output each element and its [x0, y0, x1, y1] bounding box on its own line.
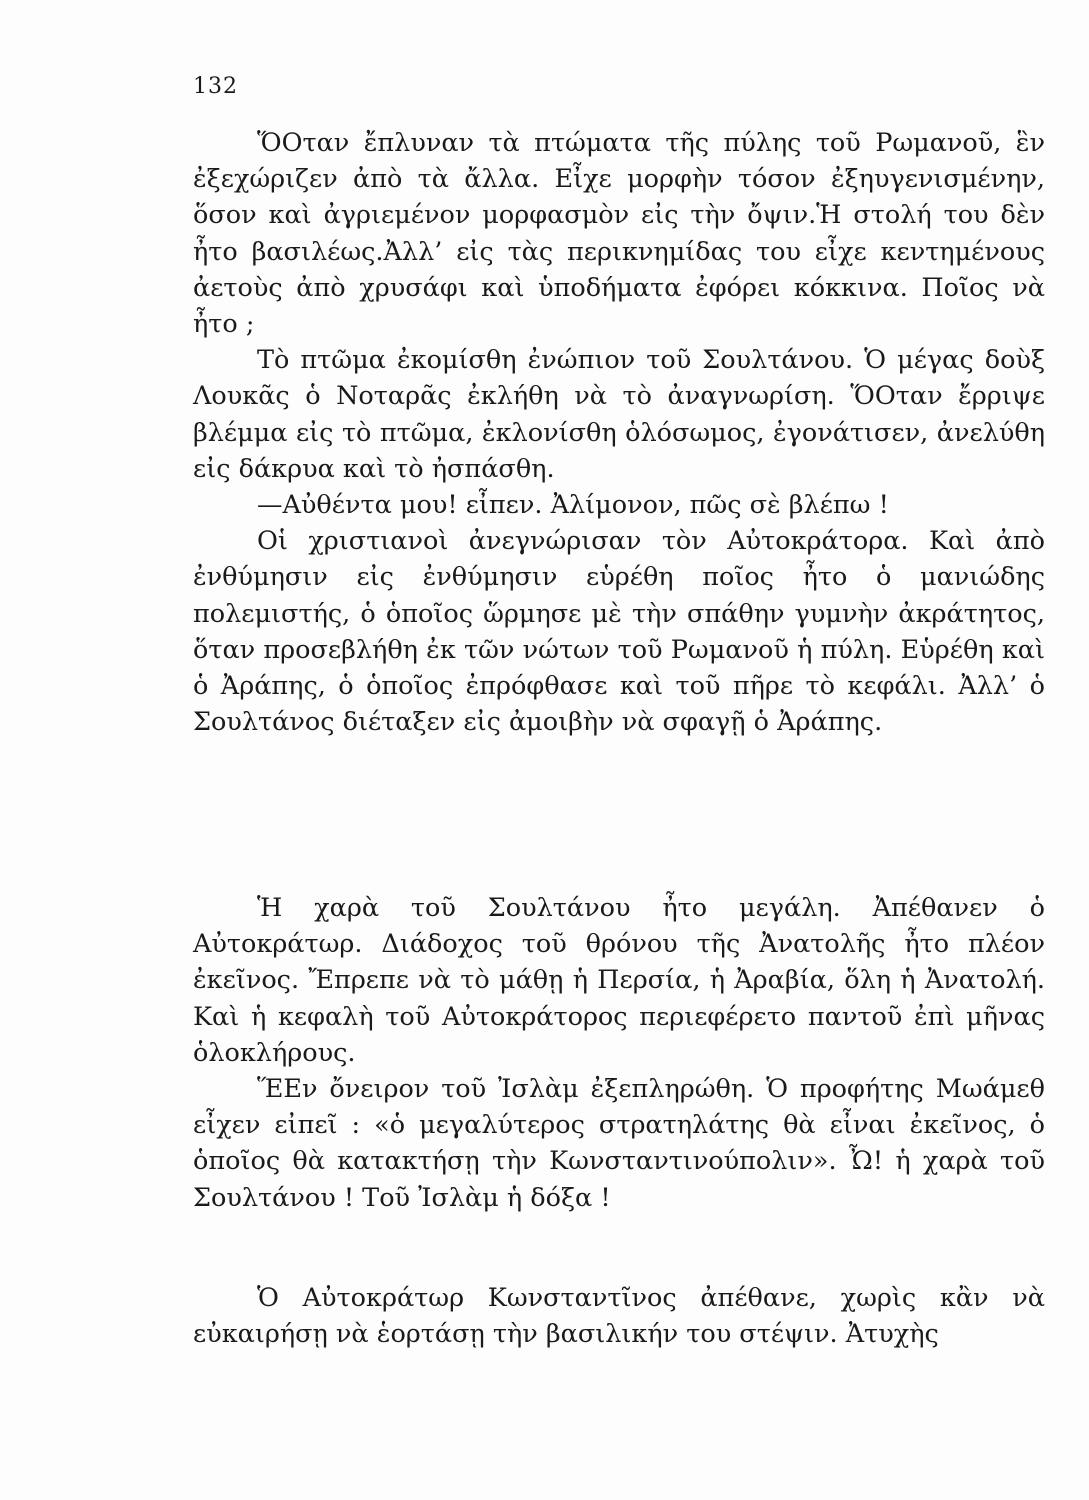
- text-block-2: [193, 890, 1045, 1216]
- paragraph: Ἡ χαρὰ τοῦ Σουλτάνου ἦτο μεγάλη. Ἀπέθανεν ὁ Αὐτοκράτωρ. Διάδοχος τοῦ θρόνου τῆς Ἀνατολῆς ἦτο πλέον ἐκεῖνος. Ἔπρεπε νὰ τὸ μάθῃ ἡ Περσία, ἡ Ἀραβία, ὅλη ἡ Ἀνατολή. Καὶ ἡ κεφαλὴ τοῦ Αὐτοκράτορος περιεφέρετο παντοῦ ἐπὶ μῆνας ὁλοκλήρους.: [193, 893, 1045, 1068]
- paragraph: ὍΟταν ἔπλυναν τὰ πτώματα τῆς πύλης τοῦ Ρωμανοῦ, ἓν ἐξεχώριζεν ἀπὸ τὰ ἄλλα. Εἶχε μορφὴν τόσον ἐξηυγενισμένην, ὅσον καὶ ἀγριεμένον μορφασμὸν εἰς τὴν ὄψιν.Ἡ στολή του δὲν ἦτο βασιλέως.Ἀλλ’ εἰς τὰς περικνημίδας του εἶχε κεντημένους ἀετοὺς ἀπὸ χρυσάφι καὶ ὑποδήματα ἐφόρει κόκκινα. Ποῖος νὰ ἦτο ;: [193, 128, 1045, 340]
- paragraph: Ὁ Αὐτοκράτωρ Κωνσταντῖνος ἀπέθανε, χωρὶς κἂν νὰ εὐκαιρήσῃ νὰ ἑορτάσῃ τὴν βασιλικήν του στέψιν. Ἀτυχὴς: [193, 1283, 1045, 1350]
- paragraph: —Αὐθέντα μου! εἶπεν. Ἀλίμονον, πῶς σὲ βλέπω !: [257, 490, 889, 521]
- paragraph: ἝΕν ὄνειρον τοῦ Ἰσλὰμ ἐξεπληρώθη. Ὁ προφήτης Μωάμεθ εἶχεν εἰπεῖ : «ὁ μεγαλύτερος στρατηλάτης θὰ εἶναι ἐκεῖνος, ὁ ὁποῖος θὰ κατακτήσῃ τὴν Κωνσταντινούπολιν». Ὦ! ἡ χαρὰ τοῦ Σουλτάνου ! Τοῦ Ἰσλὰμ ἡ δόξα !: [193, 1074, 1045, 1213]
- page-number: 132: [193, 74, 238, 99]
- paragraph: Οἱ χριστιανοὶ ἀνεγνώρισαν τὸν Αὐτοκράτορα. Καὶ ἀπὸ ἐνθύμησιν εἰς ἐνθύμησιν εὑρέθη ποῖος ἦτο ὁ μανιώδης πολεμιστής, ὁ ὁποῖος ὥρμησε μὲ τὴν σπάθην γυμνὴν ἀκράτητος, ὅταν προσεβλήθη ἐκ τῶν νώτων τοῦ Ρωμανοῦ ἡ πύλη. Εὑρέθη καὶ ὁ Ἀράπης, ὁ ὁποῖος ἐπρόφθασε καὶ τοῦ πῆρε τὸ κεφάλι. Ἀλλ’ ὁ Σουλτάνος διέταξεν εἰς ἀμοιβὴν νὰ σφαγῇ ὁ Ἀράπης.: [193, 526, 1045, 738]
- paragraph: Τὸ πτῶμα ἐκομίσθη ἐνώπιον τοῦ Σουλτάνου. Ὁ μέγας δοὺξ Λουκᾶς ὁ Νοταρᾶς ἐκλήθη νὰ τὸ ἀναγνωρίση. ὍΟταν ἔρριψε βλέμμα εἰς τὸ πτῶμα, ἐκλονίσθη ὁλόσωμος, ἐγονάτισεν, ἀνελύθη εἰς δάκρυα καὶ τὸ ἠσπάσθη.: [193, 345, 1045, 484]
- text-block-1: [193, 125, 1045, 740]
- text-block-3: [193, 1280, 1045, 1352]
